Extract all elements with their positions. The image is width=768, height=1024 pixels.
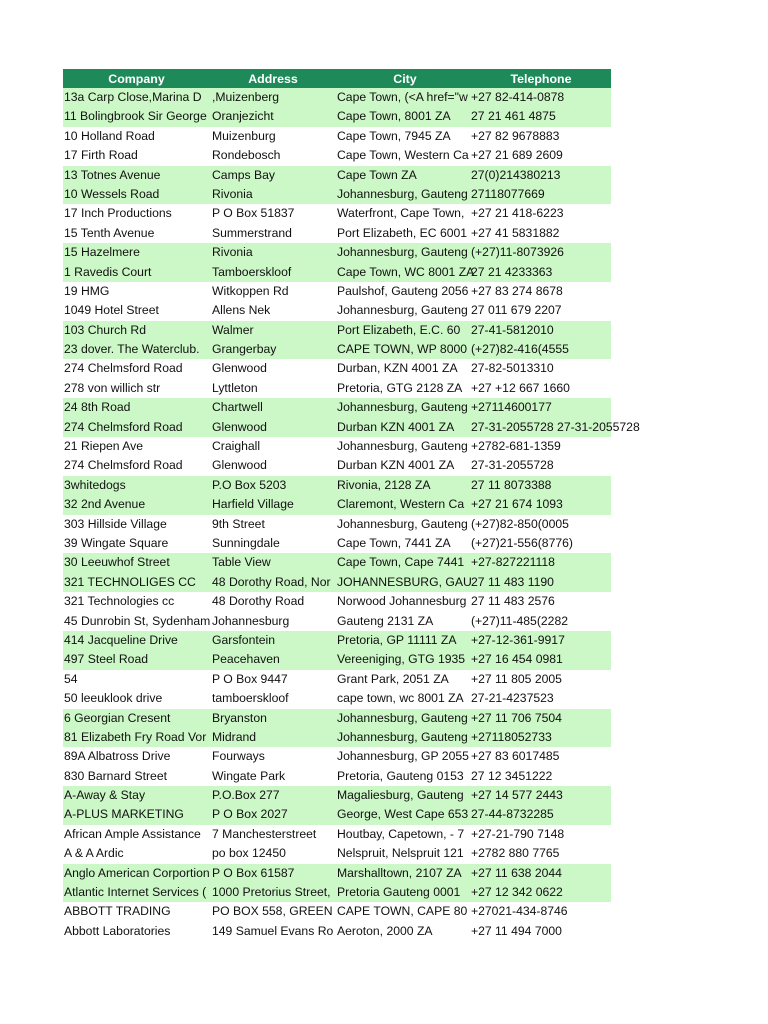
telephone-cell[interactable]: +27 83 274 8678	[471, 283, 563, 298]
table-row	[63, 456, 611, 475]
telephone-cell[interactable]: +27 14 577 2443	[471, 788, 563, 803]
city-cell[interactable]: Port Elizabeth, E.C. 60	[337, 322, 461, 337]
address-cell[interactable]: 48 Dorothy Road, Nor	[212, 574, 331, 589]
table-row	[63, 515, 611, 534]
table-row	[63, 805, 611, 824]
company-cell[interactable]: 17 Inch Productions	[64, 206, 172, 221]
telephone-cell[interactable]: (+27)21-556(8776)	[471, 535, 573, 550]
table-row	[63, 825, 611, 844]
company-cell[interactable]: 10 Wessels Road	[64, 186, 160, 201]
city-cell[interactable]: JOHANNESBURG, GAU	[337, 574, 472, 589]
table-row	[63, 418, 640, 437]
telephone-cell[interactable]: 27-31-2055728	[471, 458, 554, 473]
company-cell[interactable]: 3whitedogs	[64, 477, 126, 492]
table-row	[63, 670, 611, 689]
company-cell[interactable]: 103 Church Rd	[64, 322, 146, 337]
city-cell[interactable]: Port Elizabeth, EC 6001	[337, 225, 468, 240]
city-cell[interactable]: Johannesburg, Gauteng	[337, 710, 468, 725]
table-row	[63, 185, 611, 204]
company-cell[interactable]: 17 Firth Road	[64, 148, 138, 163]
city-cell[interactable]: Pretoria, GTG 2128 ZA	[337, 380, 463, 395]
telephone-cell[interactable]: 27-82-5013310	[471, 361, 554, 376]
city-cell[interactable]: Cape Town, 8001 ZA	[337, 109, 451, 124]
company-cell[interactable]: 278 von willich str	[64, 380, 161, 395]
company-cell[interactable]: 497 Steel Road	[64, 652, 149, 667]
table-row	[63, 902, 611, 921]
address-cell[interactable]: Midrand	[212, 729, 257, 744]
telephone-cell[interactable]: +27 12 342 0622	[471, 885, 563, 900]
table-row	[63, 786, 611, 805]
address-cell[interactable]: Tamboerskloof	[212, 264, 292, 279]
table-row	[63, 301, 611, 320]
table-row	[63, 224, 611, 243]
city-cell[interactable]: Johannesburg, Gauteng	[337, 439, 468, 454]
table-row	[63, 243, 611, 262]
table-row	[63, 553, 611, 572]
address-cell[interactable]: 7 Manchesterstreet	[212, 826, 317, 841]
company-cell[interactable]: 11 Bolingbrook Sir George	[64, 109, 207, 124]
company-cell[interactable]: A-PLUS MARKETING	[64, 807, 184, 822]
company-cell[interactable]: 23 dover. The Waterclub.	[64, 342, 200, 357]
address-cell[interactable]: Summerstrand	[212, 225, 292, 240]
company-cell[interactable]: African Ample Assistance	[64, 826, 201, 841]
company-cell[interactable]: 414 Jacqueline Drive	[64, 632, 178, 647]
company-cell[interactable]: 13a Carp Close,Marina D	[64, 90, 202, 104]
telephone-cell[interactable]: (+27)11-485(2282	[471, 613, 569, 628]
company-cell[interactable]: 321 TECHNOLIGES CC	[64, 574, 196, 589]
city-cell[interactable]: Claremont, Western Ca	[337, 497, 465, 512]
address-cell[interactable]: Lyttleton	[212, 380, 258, 395]
address-cell[interactable]: Oranjezicht	[212, 109, 274, 124]
company-cell[interactable]: 1 Ravedis Court	[64, 264, 152, 279]
telephone-cell[interactable]: 27-44-8732285	[471, 807, 554, 822]
city-cell[interactable]: Pretoria, GP 11111 ZA	[337, 632, 457, 647]
address-cell[interactable]: Craighall	[212, 439, 261, 454]
table-header-row	[63, 69, 611, 88]
city-cell[interactable]: Nelspruit, Nelspruit 121	[337, 846, 464, 861]
telephone-cell[interactable]: +27114600177	[471, 400, 552, 415]
city-cell[interactable]: Johannesburg, Gauteng	[337, 303, 468, 318]
city-cell[interactable]: Durban KZN 4001 ZA	[337, 458, 455, 473]
company-cell[interactable]: 30 Leeuwhof Street	[64, 555, 170, 570]
table-row	[63, 127, 611, 146]
telephone-cell[interactable]: +27 11 805 2005	[471, 671, 562, 686]
city-cell[interactable]: Aeroton, 2000 ZA	[337, 923, 433, 938]
table-row	[63, 321, 611, 340]
city-cell[interactable]: Norwood Johannesburg	[337, 594, 467, 609]
telephone-cell[interactable]: +27 41 5831882	[471, 225, 560, 240]
company-cell[interactable]: 321 Technologies cc	[64, 594, 175, 609]
city-cell[interactable]: Houtbay, Capetown, - 7	[337, 826, 465, 841]
company-cell[interactable]: 32 2nd Avenue	[64, 497, 146, 512]
address-cell[interactable]: Walmer	[212, 322, 254, 337]
company-cell[interactable]: 274 Chelmsford Road	[64, 361, 183, 376]
table-row	[63, 166, 611, 185]
company-cell[interactable]: 21 Riepen Ave	[64, 439, 144, 454]
table-row	[63, 88, 611, 107]
address-cell[interactable]: Glenwood	[212, 419, 267, 434]
telephone-cell[interactable]: 27 11 483 1190	[471, 574, 554, 589]
table-row	[63, 204, 611, 223]
city-cell[interactable]: George, West Cape 653	[337, 807, 469, 822]
address-cell[interactable]: 1000 Pretorius Street,	[212, 885, 331, 900]
column-header-address[interactable]: Address	[248, 72, 298, 86]
company-cell[interactable]: A & A Ardic	[64, 846, 124, 861]
address-cell[interactable]: Table View	[212, 555, 271, 570]
city-cell[interactable]: Johannesburg, Gauteng	[337, 245, 468, 260]
telephone-cell[interactable]: 27118077669	[471, 186, 545, 201]
table-row	[63, 146, 611, 165]
city-cell[interactable]: CAPE TOWN, WP 8000	[337, 342, 468, 357]
table-row	[63, 883, 611, 902]
telephone-cell[interactable]: +27 11 638 2044	[471, 865, 562, 880]
telephone-cell[interactable]: 27 21 4233363	[471, 264, 553, 279]
table-row	[63, 767, 611, 786]
table-row	[63, 709, 611, 728]
address-cell[interactable]: Fourways	[212, 749, 265, 764]
address-cell[interactable]: Rondebosch	[212, 148, 281, 163]
address-cell[interactable]: P O Box 51837	[212, 206, 295, 221]
table-row	[63, 612, 611, 631]
company-cell[interactable]: 54	[64, 671, 78, 686]
address-cell[interactable]: Sunningdale	[212, 535, 280, 550]
city-cell[interactable]: cape town, wc 8001 ZA	[337, 691, 464, 706]
table-row	[63, 922, 611, 941]
table-row	[63, 747, 611, 766]
telephone-cell[interactable]: +2782-681-1359	[471, 439, 561, 454]
address-cell[interactable]: Rivonia	[212, 245, 253, 260]
city-cell[interactable]: Pretoria, Gauteng 0153	[337, 768, 464, 783]
city-cell[interactable]: Waterfront, Cape Town,	[337, 206, 465, 221]
company-cell[interactable]: 274 Chelmsford Road	[64, 458, 183, 473]
table-row	[63, 263, 611, 282]
address-cell[interactable]: po box 12450	[212, 846, 286, 861]
city-cell[interactable]: Cape Town, WC 8001 ZA	[337, 264, 475, 279]
address-cell[interactable]: Allens Nek	[212, 303, 271, 318]
city-cell[interactable]: Rivonia, 2128 ZA	[337, 477, 431, 492]
city-cell[interactable]: Cape Town, 7441 ZA	[337, 535, 451, 550]
table-row	[63, 359, 611, 378]
address-cell[interactable]: ,Muizenberg	[212, 90, 280, 104]
company-cell[interactable]: 10 Holland Road	[64, 128, 155, 143]
city-cell[interactable]: Grant Park, 2051 ZA	[337, 671, 449, 686]
telephone-cell[interactable]: +27 83 6017485	[471, 749, 560, 764]
city-cell[interactable]: Pretoria Gauteng 0001	[337, 885, 461, 900]
company-cell[interactable]: 13 Totnes Avenue	[64, 167, 161, 182]
column-header-company[interactable]: Company	[108, 72, 165, 86]
address-cell[interactable]: Camps Bay	[212, 167, 275, 182]
company-cell[interactable]: 6 Georgian Cresent	[64, 710, 171, 725]
address-cell[interactable]: Wingate Park	[212, 768, 286, 783]
telephone-cell[interactable]: 27 12 3451222	[471, 768, 553, 783]
city-cell[interactable]: Cape Town, Cape 7441	[337, 555, 465, 570]
address-cell[interactable]: P O Box 2027	[212, 807, 288, 822]
address-cell[interactable]: Rivonia	[212, 186, 253, 201]
city-cell[interactable]: Johannesburg, Gauteng	[337, 186, 468, 201]
table-row	[63, 689, 611, 708]
city-cell[interactable]: Cape Town, 7945 ZA	[337, 128, 451, 143]
telephone-cell[interactable]: +27-827221118	[471, 555, 555, 570]
city-cell[interactable]: Cape Town, (<A href="w	[337, 90, 468, 104]
telephone-cell[interactable]: (+27)82-850(0005	[471, 516, 569, 531]
telephone-cell[interactable]: (+27)11-8073926	[471, 245, 564, 260]
table-row	[63, 650, 611, 669]
table-row	[63, 573, 611, 592]
telephone-cell[interactable]: 27(0)214380213	[471, 167, 561, 182]
company-cell[interactable]: 15 Tenth Avenue	[64, 225, 155, 240]
address-cell[interactable]: Glenwood	[212, 361, 267, 376]
company-cell[interactable]: 19 HMG	[64, 283, 110, 298]
city-cell[interactable]: Gauteng 2131 ZA	[337, 613, 434, 628]
address-cell[interactable]: P.O Box 5203	[212, 477, 287, 492]
company-cell[interactable]: Anglo American Corportion	[64, 865, 210, 880]
company-cell[interactable]: 15 Hazelmere	[64, 245, 140, 260]
city-cell[interactable]: Johannesburg, GP 2055	[337, 749, 469, 764]
telephone-cell[interactable]: 27 011 679 2207	[471, 303, 562, 318]
table-body	[63, 88, 640, 941]
city-cell[interactable]: Johannesburg, Gauteng	[337, 729, 468, 744]
city-cell[interactable]: CAPE TOWN, CAPE 80	[337, 904, 468, 919]
city-cell[interactable]: Johannesburg, Gauteng	[337, 516, 468, 531]
city-cell[interactable]: Vereeniging, GTG 1935	[337, 652, 466, 667]
company-cell[interactable]: 50 leeuklook drive	[64, 691, 163, 706]
telephone-cell[interactable]: 27 11 8073388	[471, 477, 552, 492]
address-cell[interactable]: Garsfontein	[212, 632, 276, 647]
telephone-cell[interactable]: 27-31-2055728 27-31-2055728	[471, 419, 640, 434]
address-cell[interactable]: Muizenburg	[212, 128, 276, 143]
table-row	[63, 844, 611, 863]
address-cell[interactable]: 9th Street	[212, 516, 265, 531]
table-row	[63, 534, 611, 553]
city-cell[interactable]: Paulshof, Gauteng 2056	[337, 283, 469, 298]
table-row	[63, 476, 611, 495]
address-cell[interactable]: PO BOX 558, GREEN	[212, 904, 333, 919]
company-cell[interactable]: Abbott Laboratories	[64, 923, 171, 938]
table-row	[63, 340, 611, 359]
company-cell[interactable]: 89A Albatross Drive	[64, 749, 171, 764]
column-header-city[interactable]: City	[393, 72, 417, 86]
company-cell[interactable]: A-Away & Stay	[64, 788, 146, 803]
company-cell[interactable]: Atlantic Internet Services (	[64, 885, 207, 900]
table-row	[63, 631, 611, 650]
address-cell[interactable]: Johannesburg	[212, 613, 290, 628]
company-cell[interactable]: 303 Hillside Village	[64, 516, 167, 531]
table-row	[63, 282, 611, 301]
telephone-cell[interactable]: 27-41-5812010	[471, 322, 554, 337]
table-row	[63, 398, 611, 417]
city-cell[interactable]: Marshalltown, 2107 ZA	[337, 865, 462, 880]
company-cell[interactable]: 39 Wingate Square	[64, 535, 169, 550]
address-cell[interactable]: Glenwood	[212, 458, 267, 473]
address-cell[interactable]: P.O.Box 277	[212, 788, 280, 803]
telephone-cell[interactable]: +27-12-361-9917	[471, 632, 565, 647]
address-cell[interactable]: Grangerbay	[212, 342, 277, 357]
company-cell[interactable]: 45 Dunrobin St, Sydenham	[64, 613, 211, 628]
telephone-cell[interactable]: +2782 880 7765	[471, 846, 560, 861]
table-row	[63, 592, 611, 611]
telephone-cell[interactable]: +27 11 494 7000	[471, 923, 562, 938]
column-header-telephone[interactable]: Telephone	[510, 72, 572, 86]
address-cell[interactable]: Bryanston	[212, 710, 267, 725]
telephone-cell[interactable]: +27 21 674 1093	[471, 497, 563, 512]
telephone-cell[interactable]: 27 21 461 4875	[471, 109, 556, 124]
telephone-cell[interactable]: +27 82 9678883	[471, 128, 560, 143]
city-cell[interactable]: Magaliesburg, Gauteng	[337, 788, 464, 803]
address-cell[interactable]: P O Box 9447	[212, 671, 288, 686]
company-cell[interactable]: 1049 Hotel Street	[64, 303, 159, 318]
company-cell[interactable]: 274 Chelmsford Road	[64, 419, 183, 434]
city-cell[interactable]: Durban, KZN 4001 ZA	[337, 361, 458, 376]
telephone-cell[interactable]: +27021-434-8746	[471, 904, 568, 919]
city-cell[interactable]: Johannesburg, Gauteng	[337, 400, 468, 415]
telephone-cell[interactable]: +27-21-790 7148	[471, 826, 565, 841]
table-row	[63, 379, 611, 398]
telephone-cell[interactable]: (+27)82-416(4555	[471, 342, 569, 357]
company-cell[interactable]: ABBOTT TRADING	[64, 904, 171, 919]
address-cell[interactable]: Chartwell	[212, 400, 263, 415]
table-row	[63, 728, 611, 747]
telephone-cell[interactable]: +27 +12 667 1660	[471, 380, 570, 395]
company-cell[interactable]: 81 Elizabeth Fry Road Vor	[64, 729, 207, 744]
table-row	[63, 864, 611, 883]
telephone-cell[interactable]: +27 82-414-0878	[471, 90, 565, 104]
spreadsheet-table	[63, 69, 640, 941]
address-cell[interactable]: Witkoppen Rd	[212, 283, 289, 298]
address-cell[interactable]: Harfield Village	[212, 497, 294, 512]
city-cell[interactable]: Cape Town ZA	[337, 167, 417, 182]
address-cell[interactable]: 48 Dorothy Road	[212, 594, 305, 609]
table-row	[63, 437, 611, 456]
company-cell[interactable]: 24 8th Road	[64, 400, 131, 415]
telephone-cell[interactable]: +27 21 418-6223	[471, 206, 564, 221]
address-cell[interactable]: 149 Samuel Evans Ro	[212, 923, 334, 938]
telephone-cell[interactable]: 27-21-4237523	[471, 691, 554, 706]
city-cell[interactable]: Durban KZN 4001 ZA	[337, 419, 455, 434]
table-row	[63, 107, 611, 126]
company-cell[interactable]: 830 Barnard Street	[64, 768, 167, 783]
table-row	[63, 495, 611, 514]
address-cell[interactable]: tamboerskloof	[212, 691, 289, 706]
telephone-cell[interactable]: 27 11 483 2576	[471, 594, 555, 609]
address-cell[interactable]: P O Box 61587	[212, 865, 295, 880]
telephone-cell[interactable]: +27 21 689 2609	[471, 148, 563, 163]
telephone-cell[interactable]: +27 11 706 7504	[471, 710, 562, 725]
telephone-cell[interactable]: +27118052733	[471, 729, 552, 744]
telephone-cell[interactable]: +27 16 454 0981	[471, 652, 563, 667]
address-cell[interactable]: Peacehaven	[212, 652, 280, 667]
city-cell[interactable]: Cape Town, Western Ca	[337, 148, 469, 163]
